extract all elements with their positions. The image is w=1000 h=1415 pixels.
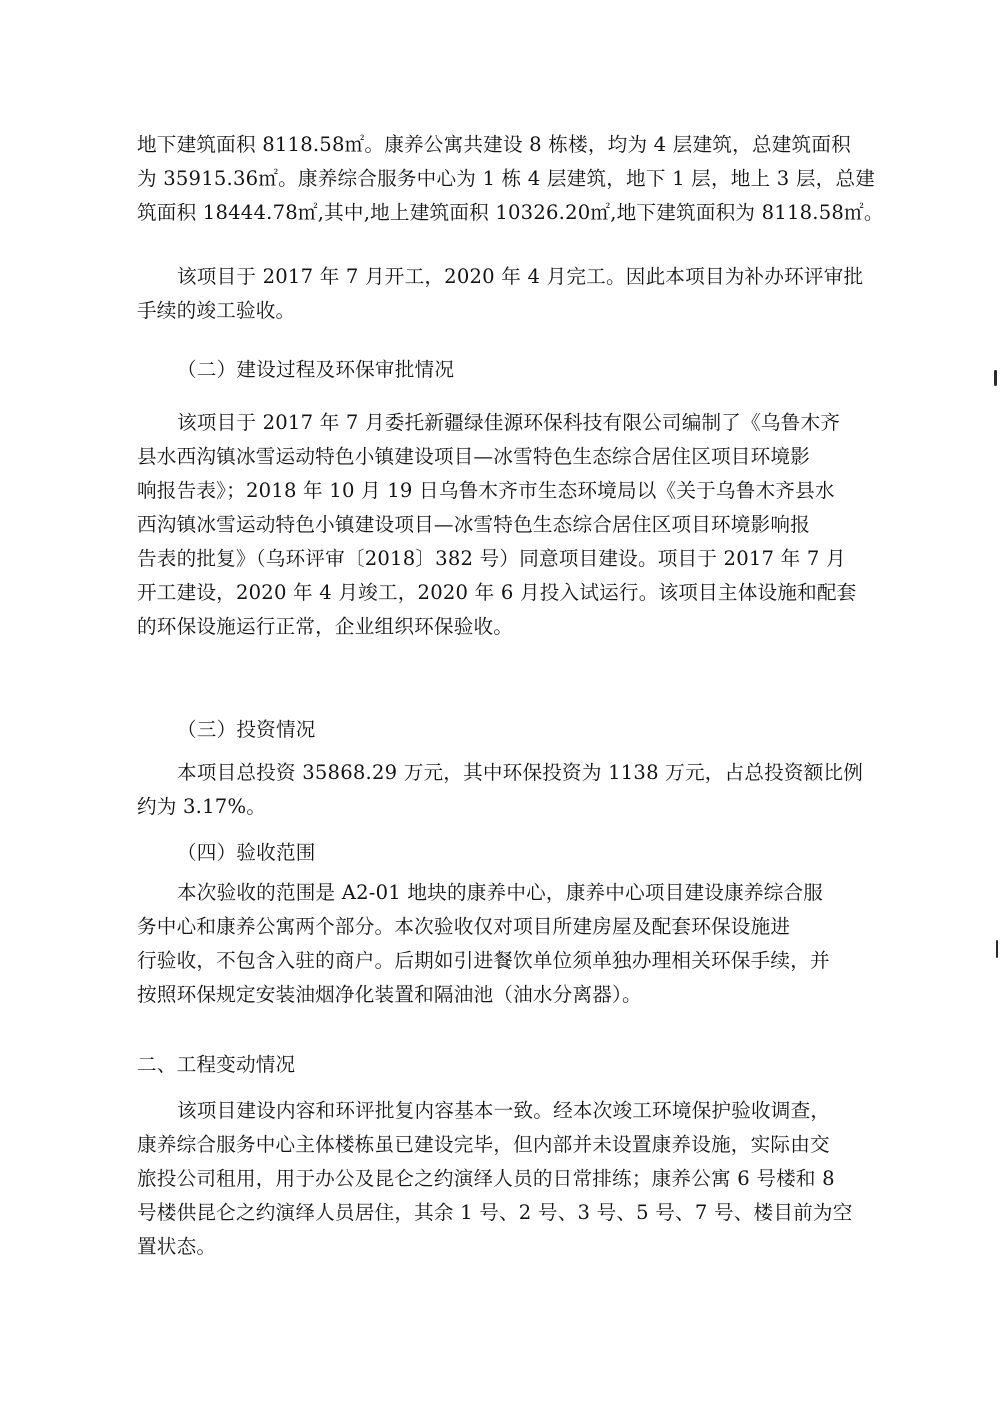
text-line: 务中心和康养公寓两个部分。本次验收仅对项目所建房屋及配套环保设施进 xyxy=(137,915,791,938)
text-line: 约为 3.17%。 xyxy=(137,795,267,818)
text-line: 本项目总投资 35868.29 万元，其中环保投资为 1138 万元，占总投资额比例 xyxy=(177,761,864,784)
text-line: 置状态。 xyxy=(137,1235,217,1258)
text-line: 为 35915.36㎡。康养综合服务中心为 1 栋 4 层建筑，地下 1 层，地上 3 层，总建 xyxy=(137,167,876,190)
text-line: 地下建筑面积 8118.58㎡。康养公寓共建设 8 栋楼，均为 4 层建筑，总建筑面积 xyxy=(137,133,851,156)
paragraph-engineering-changes xyxy=(137,1094,872,1264)
text-line: 县水西沟镇冰雪运动特色小镇建设项目—冰雪特色生态综合居住区项目环境影 xyxy=(137,445,810,468)
heading-text: 二、工程变动情况 xyxy=(137,1053,296,1076)
text-line: 手续的竣工验收。 xyxy=(137,299,296,322)
scan-speck xyxy=(994,370,997,386)
text-line: 旅投公司租用，用于办公及昆仑之约演绎人员的日常排练；康养公寓 6 号楼和 8 xyxy=(137,1167,835,1190)
paragraph-investment xyxy=(137,756,872,824)
paragraph-acceptance-scope xyxy=(137,876,872,1012)
text-line: 该项目建设内容和环评批复内容基本一致。经本次竣工环境保护验收调查， xyxy=(177,1099,831,1122)
text-line: 号楼供昆仑之约演绎人员居住，其余 1 号、2 号、3 号、5 号、7 号、楼目前为空 xyxy=(137,1201,853,1224)
paragraph-approval-history xyxy=(137,406,872,644)
section-heading-investment xyxy=(137,713,872,747)
text-line: 开工建设，2020 年 4 月竣工，2020 年 6 月投入试运行。该项目主体设施和配套 xyxy=(137,581,857,604)
heading-text: （二）建设过程及环保审批情况 xyxy=(177,358,455,381)
text-line: 西沟镇冰雪运动特色小镇建设项目—冰雪特色生态综合居住区项目环境影响报 xyxy=(137,513,810,536)
paragraph-completion xyxy=(137,260,872,328)
text-line: 行验收，不包含入驻的商户。后期如引进餐饮单位须单独办理相关环保手续，并 xyxy=(137,949,830,972)
text-line: 的环保设施运行正常，企业组织环保验收。 xyxy=(137,615,514,638)
text-line: 告表的批复》（乌环评审〔2018〕382 号）同意项目建设。项目于 2017 年 7 月 xyxy=(137,547,846,570)
heading-text: （三）投资情况 xyxy=(177,718,316,741)
section-heading-scope xyxy=(137,836,872,870)
text-line: 该项目于 2017 年 7 月委托新疆绿佳源环保科技有限公司编制了《乌鲁木齐 xyxy=(177,411,841,434)
text-line: 筑面积 18444.78㎡,其中,地上建筑面积 10326.20㎡,地下建筑面积为 8118.58㎡。 xyxy=(137,201,884,224)
section-heading-changes xyxy=(137,1048,872,1082)
scan-speck xyxy=(996,940,998,958)
text-line: 响报告表》；2018 年 10 月 19 日乌鲁木齐市生态环境局以《关于乌鲁木齐县水 xyxy=(137,479,835,502)
text-line: 康养综合服务中心主体楼栋虽已建设完毕，但内部并未设置康养设施，实际由交 xyxy=(137,1133,830,1156)
text-line: 该项目于 2017 年 7 月开工，2020 年 4 月完工。因此本项目为补办环评审批 xyxy=(177,265,864,288)
text-line: 按照环保规定安装油烟净化装置和隔油池（油水分离器）。 xyxy=(137,983,642,1006)
paragraph-area-continuation xyxy=(137,128,884,230)
text-line: 本次验收的范围是 A2-01 地块的康养中心，康养中心项目建设康养综合服 xyxy=(177,881,824,904)
heading-text: （四）验收范围 xyxy=(177,841,316,864)
section-heading-construction xyxy=(137,353,872,387)
